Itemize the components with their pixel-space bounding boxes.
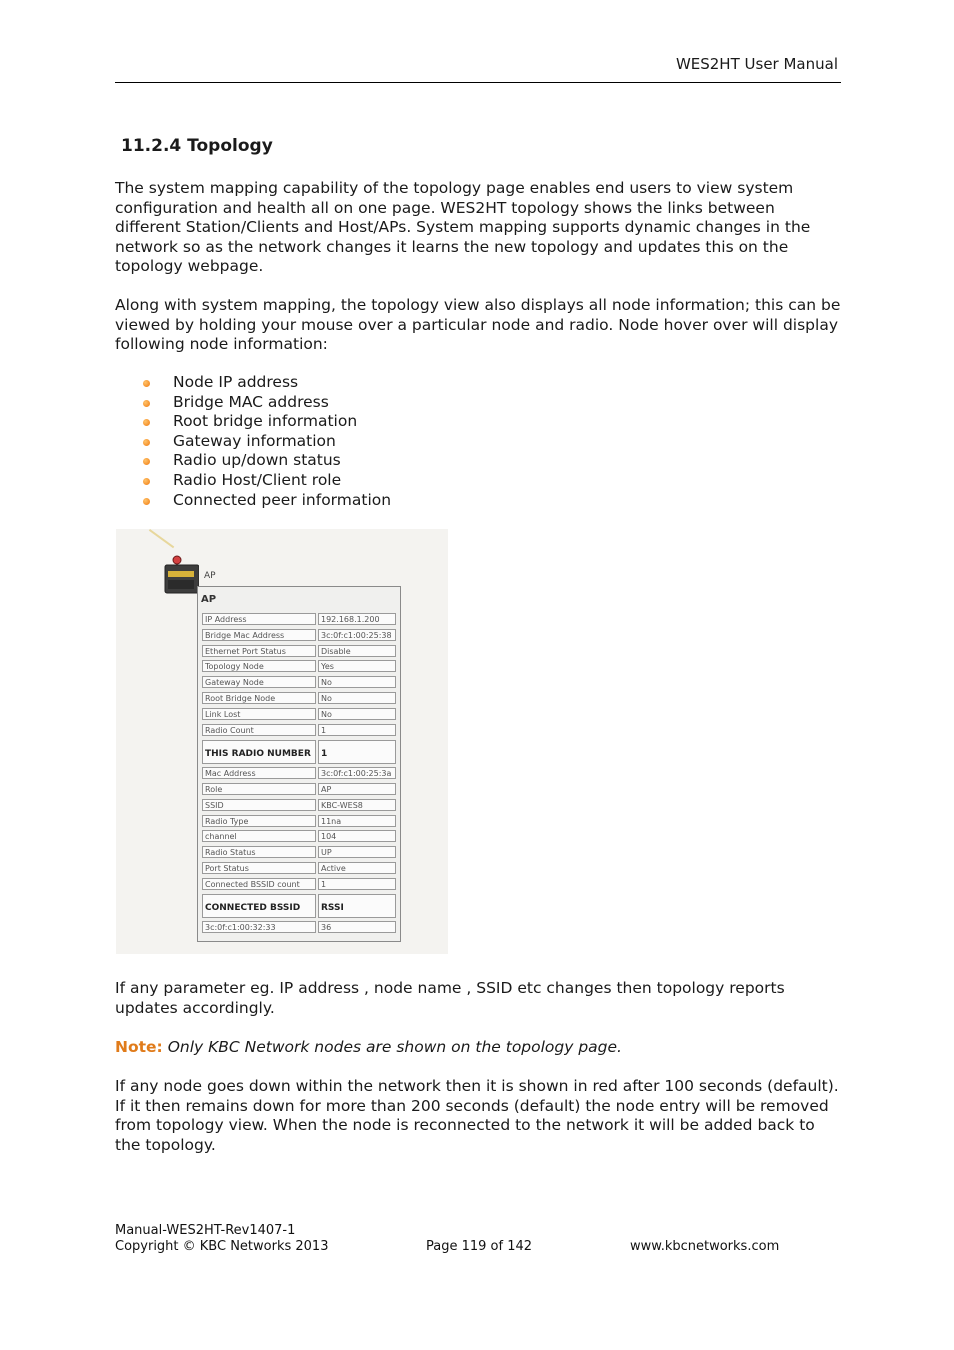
table-cell-label: Role bbox=[202, 783, 316, 795]
node-info-panel bbox=[197, 586, 401, 942]
table-cell-value: 104 bbox=[318, 830, 396, 842]
topology-screenshot bbox=[116, 529, 448, 954]
header-divider bbox=[115, 82, 841, 83]
table-cell-value: KBC-WES8 bbox=[318, 799, 396, 811]
node-info-list bbox=[140, 373, 391, 510]
paragraph-parameter-updates: If any parameter eg. IP address , node name , SSID etc changes then topology reports updates accordingly. bbox=[115, 979, 785, 1017]
table-cell-label: Topology Node bbox=[202, 660, 316, 672]
table-cell-value: 3c:0f:c1:00:25:3a bbox=[318, 767, 396, 779]
footer-website: www.kbcnetworks.com bbox=[630, 1239, 780, 1254]
table-cell-label: SSID bbox=[202, 799, 316, 811]
paragraph-node-down: If any node goes down within the network then it is shown in red after 100 seconds (default). If it then remains down for more than 200 seconds (default) the node entry will be removed from topology view. When the node is reconnected to the network it will be added back to the topology. bbox=[115, 1077, 839, 1154]
table-cell-label: Root Bridge Node bbox=[202, 692, 316, 704]
table-cell-value: No bbox=[318, 692, 396, 704]
bullet-icon bbox=[143, 478, 150, 485]
paragraph-system-mapping: The system mapping capability of the topology page enables end users to view system configuration and health all on one page. WES2HT topology shows the links between different Station/Clients and Host/APs. System mapping supports dynamic changes in the network so as the network changes it learns the new topology and updates this on the topology webpage. bbox=[115, 179, 811, 275]
table-cell-value: 36 bbox=[318, 921, 396, 933]
list-item: Bridge MAC address bbox=[140, 393, 391, 413]
table-cell-value: 11na bbox=[318, 815, 396, 827]
table-cell-label: Radio Status bbox=[202, 846, 316, 858]
table-cell-value: No bbox=[318, 676, 396, 688]
list-item: Node IP address bbox=[140, 373, 391, 393]
table-cell-value: Active bbox=[318, 862, 396, 874]
table-cell-label: Link Lost bbox=[202, 708, 316, 720]
table-cell-label: THIS RADIO NUMBER bbox=[202, 740, 316, 764]
table-cell-label: Gateway Node bbox=[202, 676, 316, 688]
table-cell-label: Radio Count bbox=[202, 724, 316, 736]
table-cell-value: 1 bbox=[318, 740, 396, 764]
bullet-icon bbox=[143, 458, 150, 465]
table-cell-label: Bridge Mac Address bbox=[202, 629, 316, 641]
table-cell-label: Port Status bbox=[202, 862, 316, 874]
list-item: Root bridge information bbox=[140, 412, 391, 432]
table-cell-value: 1 bbox=[318, 878, 396, 890]
table-cell-label: Mac Address bbox=[202, 767, 316, 779]
bullet-icon bbox=[143, 380, 150, 387]
list-item: Connected peer information bbox=[140, 491, 391, 511]
note-line bbox=[115, 1038, 845, 1058]
table-cell-value: 192.168.1.200 bbox=[318, 613, 396, 625]
list-item: Radio up/down status bbox=[140, 451, 391, 471]
footer-manual-id: Manual-WES2HT-Rev1407-1 bbox=[115, 1223, 296, 1238]
node-label: AP bbox=[204, 571, 216, 581]
list-item: Radio Host/Client role bbox=[140, 471, 391, 491]
list-item: Gateway information bbox=[140, 432, 391, 452]
table-cell-value: Yes bbox=[318, 660, 396, 672]
footer-copyright: Copyright © KBC Networks 2013 bbox=[115, 1239, 329, 1254]
bullet-icon bbox=[143, 439, 150, 446]
table-cell-value: 3c:0f:c1:00:25:38 bbox=[318, 629, 396, 641]
paragraph-node-information: Along with system mapping, the topology view also displays all node information; this can be viewed by holding your mouse over a particular node and radio. Node hover over will display following node information: bbox=[115, 296, 841, 353]
bullet-icon bbox=[143, 400, 150, 407]
footer-page-number: Page 119 of 142 bbox=[426, 1239, 533, 1254]
panel-title: AP bbox=[201, 594, 217, 605]
section-title: 11.2.4 Topology bbox=[121, 136, 273, 156]
note-label: Note: bbox=[115, 1038, 163, 1056]
table-cell-label: Ethernet Port Status bbox=[202, 645, 316, 657]
table-cell-value: RSSI bbox=[318, 894, 396, 918]
table-cell-label: IP Address bbox=[202, 613, 316, 625]
table-cell-value: UP bbox=[318, 846, 396, 858]
table-cell-value: No bbox=[318, 708, 396, 720]
bullet-icon bbox=[143, 419, 150, 426]
table-cell-value: AP bbox=[318, 783, 396, 795]
table-cell-label: Connected BSSID count bbox=[202, 878, 316, 890]
note-text: Only KBC Network nodes are shown on the topology page. bbox=[167, 1038, 622, 1056]
table-cell-label: CONNECTED BSSID bbox=[202, 894, 316, 918]
access-point-icon bbox=[163, 554, 199, 594]
table-cell-label: 3c:0f:c1:00:32:33 bbox=[202, 921, 316, 933]
bullet-icon bbox=[143, 498, 150, 505]
header-title: WES2HT User Manual bbox=[675, 55, 838, 73]
table-cell-label: Radio Type bbox=[202, 815, 316, 827]
table-cell-label: channel bbox=[202, 830, 316, 842]
table-cell-value: 1 bbox=[318, 724, 396, 736]
table-cell-value: Disable bbox=[318, 645, 396, 657]
topology-link-line bbox=[149, 529, 174, 548]
